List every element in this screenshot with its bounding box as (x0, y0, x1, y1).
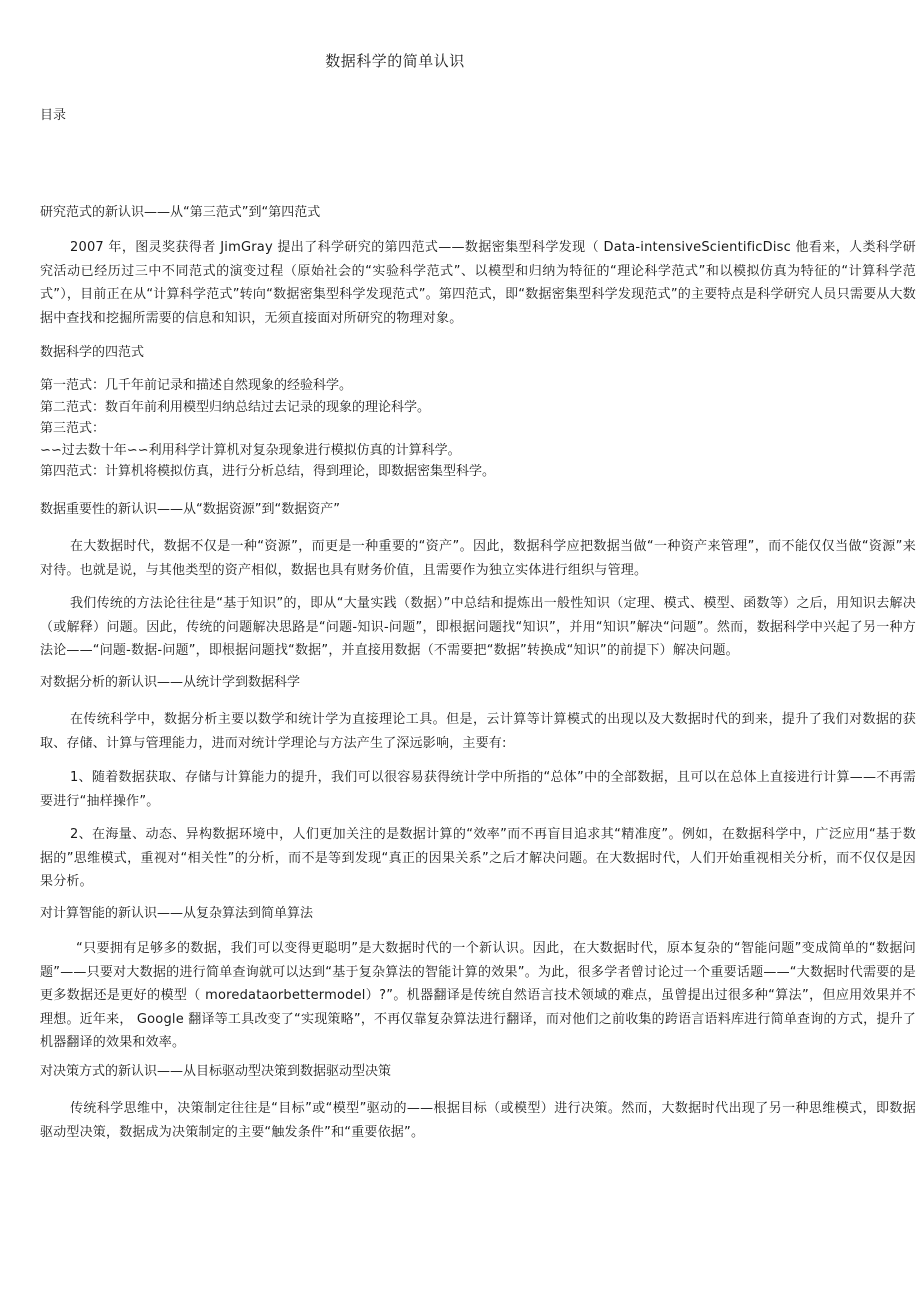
list-item: 第二范式：数百年前利用模型归纳总结过去记录的现象的理论科学。 (40, 399, 431, 415)
paragraph: “只要拥有足够多的数据，我们可以变得更聪明”是大数据时代的一个新认识。因此，在大数据时代，原本复杂的“智能问题”变成简单的“数据问题”——只要对大数据的进行简单查询就可以达到“基于复杂算法的智能计算的效果”。为此，很多学者曾讨论过一个重要话题——“大数据时代需要的是更多数据还是更好的模型（ moredataorbettermodel）?”。机器翻译是传统自然语言技术领域的难点，虽曾提出过很多种“算法”，但应用效果并不理想。近年来， Google 翻译等工具改变了“实现策略”，不再仅靠复杂算法进行翻译，而对他们之前收集的跨语言语料库进行简单查询的方式，提升了机器翻译的效果和效率。 (40, 941, 916, 1051)
section-heading: 对决策方式的新认识——从目标驱动型决策到数据驱动型决策 (40, 1064, 392, 1079)
section-heading: 研究范式的新认识——从“第三范式”到“第四范式 (40, 205, 321, 220)
paragraph: 在传统科学中，数据分析主要以数学和统计学为直接理论工具。但是，云计算等计算模式的出现以及大数据时代的到来，提升了我们对数据的获取、存储、计算与管理能力，进而对统计学理论与方法产生了深远影响，主要有: (40, 712, 916, 751)
paragraph: 2、在海量、动态、异构数据环境中，人们更加关注的是数据计算的“效率”而不再盲目追求其“精准度”。例如，在数据科学中，广泛应用“基于数据的”思维模式，重视对“相关性”的分析，而不是等到发现“真正的因果关系”之后才解决问题。在大数据时代，人们开始重视相关分析，而不仅仅是因果分析。 (40, 827, 916, 890)
paragraph: 1、随着数据获取、存储与计算能力的提升，我们可以很容易获得统计学中所指的“总体”中的全部数据，且可以在总体上直接进行计算——不再需要进行“抽样操作”。 (40, 770, 916, 809)
paragraph: 传统科学思维中，决策制定往往是“目标”或“模型”驱动的——根据目标（或模型）进行决策。然而，大数据时代出现了另一种思维模式，即数据驱动型决策，数据成为决策制定的主要“触发条件”和“重要依据”。 (40, 1101, 916, 1140)
list-item: ∽∽过去数十年∽∽利用科学计算机对复杂现象进行模拟仿真的计算科学。 (40, 442, 461, 458)
list-item: 第三范式： (40, 421, 106, 436)
page-title: 数据科学的简单认识 (325, 52, 465, 70)
section-heading: 对数据分析的新认识——从统计学到数据科学 (40, 675, 301, 690)
section-heading: 对计算智能的新认识——从复杂算法到简单算法 (40, 906, 314, 921)
paragraph: 在大数据时代，数据不仅是一种“资源”，而更是一种重要的“资产”。因此，数据科学应把数据当做“一种资产来管理”，而不能仅仅当做“资源”来对待。也就是说，与其他类型的资产相似，数据也具有财务价值，且需要作为独立实体进行组织与管理。 (40, 539, 916, 578)
paragraph: 我们传统的方法论往往是“基于知识”的，即从“大量实践（数据）”中总结和提炼出一般性知识（定理、模式、模型、函数等）之后，用知识去解决（或解释）问题。因此，传统的问题解决思路是“问题-知识-问题”，即根据问题找“知识”，并用“知识”解决“问题”。然而，数据科学中兴起了另一种方法论——“问题-数据-问题”，即根据问题找“数据”，并直接用数据（不需要把“数据”转换成“知识”的前提下）解决问题。 (40, 596, 916, 659)
list-item: 第一范式：几千年前记录和描述自然现象的经验科学。 (40, 378, 353, 393)
list-item: 第四范式：计算机将模拟仿真，进行分析总结，得到理论，即数据密集型科学。 (40, 464, 496, 479)
paradigm-list (40, 375, 916, 483)
paragraph: 2007 年，图灵奖获得者 JimGray 提出了科学研究的第四范式——数据密集型科学发现（ Data-intensiveScientificDisc 他看来，人类科学研究活动已经历过三中不同范式的演变过程（原始社会的“实验科学范式”、以模型和归纳为特征的“理论科学范式”和以模拟仿真为特征的“计算科学范式”），目前正在从“计算科学范式”转向“数据密集型科学发现范式”。第四范式，即“数据密集型科学发现范式”的主要特点是科学研究人员只需要从大数据中查找和挖掘所需要的信息和知识，无须直接面对所研究的物理对象。 (40, 240, 916, 326)
section-heading: 数据重要性的新认识——从“数据资源”到“数据资产” (40, 502, 340, 517)
toc-label: 目录 (40, 108, 67, 123)
section-heading: 数据科学的四范式 (40, 345, 145, 360)
